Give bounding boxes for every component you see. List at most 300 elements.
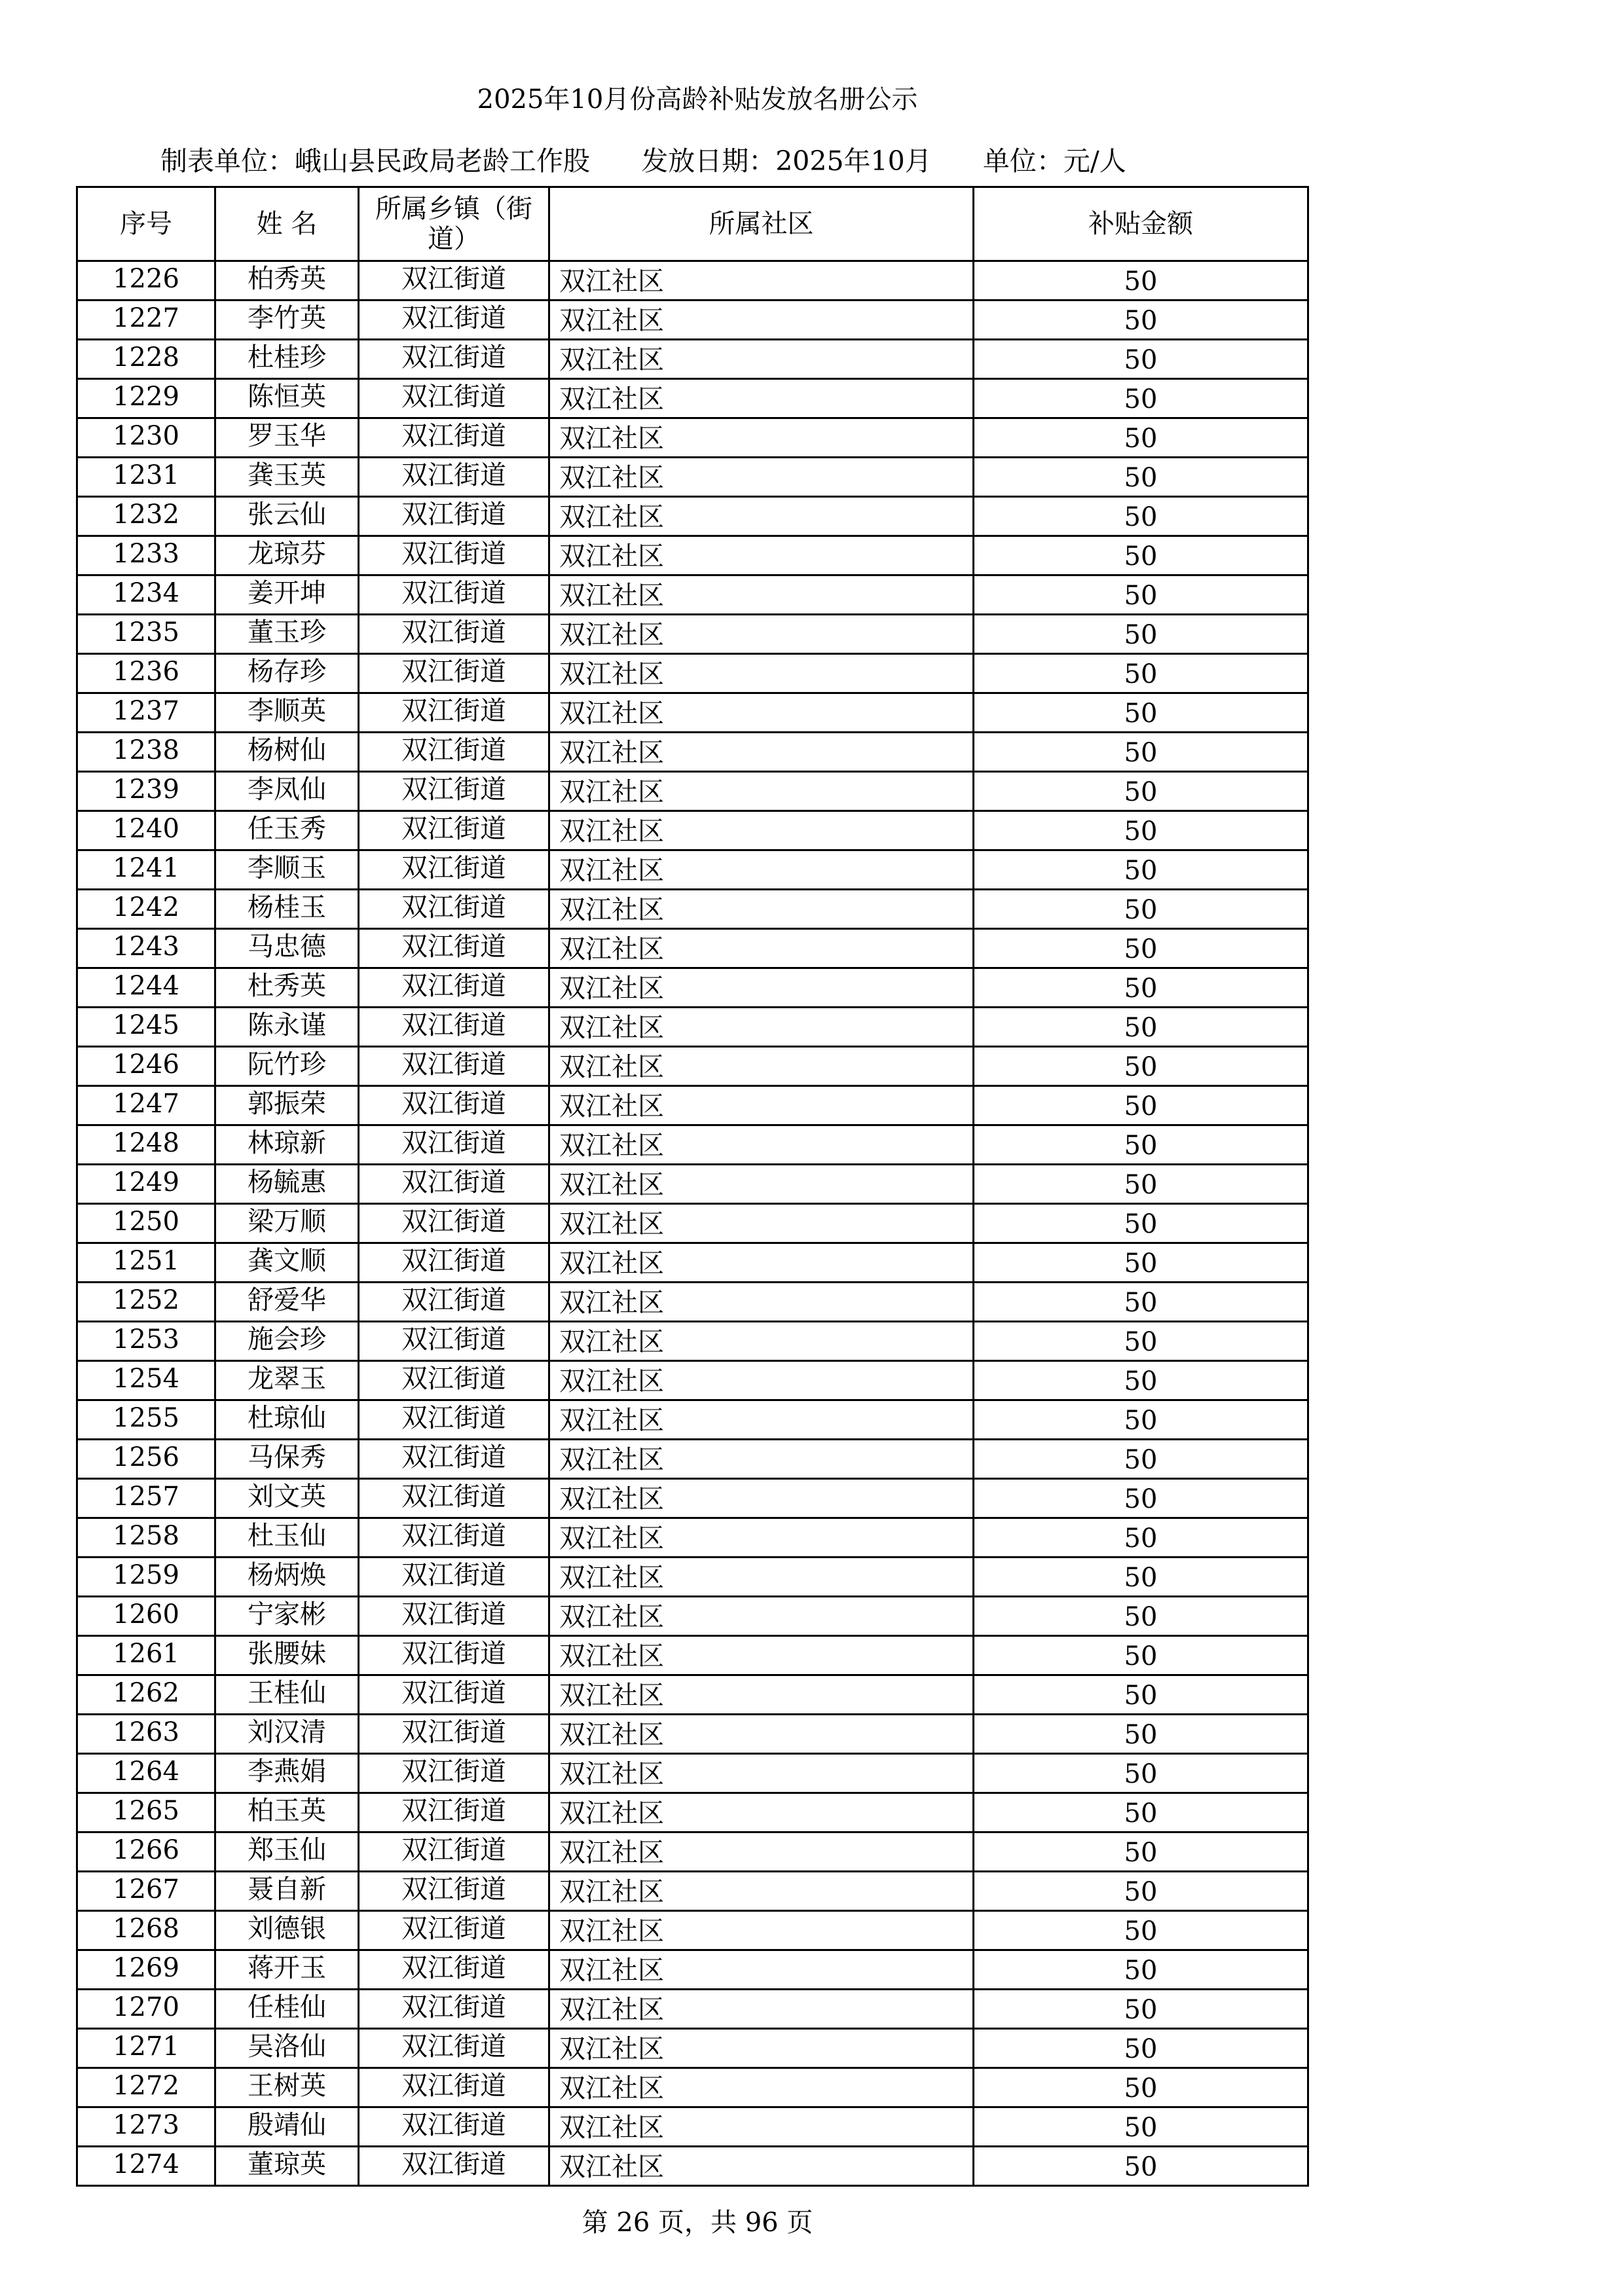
table-row <box>77 536 1308 575</box>
row-community: 双江社区 <box>549 458 974 497</box>
table-row <box>77 1283 1308 1322</box>
table-row <box>77 1165 1308 1204</box>
row-name: 李顺玉 <box>215 850 359 890</box>
row-community: 双江社区 <box>549 497 974 536</box>
row-index: 1228 <box>77 340 215 379</box>
row-name: 殷靖仙 <box>215 2107 359 2147</box>
row-amount: 50 <box>974 1558 1308 1597</box>
row-community: 双江社区 <box>549 1950 974 1990</box>
table-row <box>77 575 1308 615</box>
page-title: 2025年10月份高龄补贴发放名册公示 <box>477 84 918 115</box>
row-amount: 50 <box>974 458 1308 497</box>
row-township: 双江街道 <box>359 2107 549 2147</box>
row-index: 1271 <box>77 2029 215 2068</box>
row-index: 1255 <box>77 1400 215 1440</box>
row-amount: 50 <box>974 418 1308 458</box>
row-name: 阮竹珍 <box>215 1047 359 1086</box>
row-index: 1245 <box>77 1008 215 1047</box>
row-township: 双江街道 <box>359 968 549 1008</box>
row-township: 双江街道 <box>359 418 549 458</box>
row-amount: 50 <box>974 850 1308 890</box>
table-row <box>77 497 1308 536</box>
row-township: 双江街道 <box>359 2068 549 2107</box>
table-row <box>77 2068 1308 2107</box>
table-row <box>77 1243 1308 1283</box>
row-township: 双江街道 <box>359 1165 549 1204</box>
row-community: 双江社区 <box>549 1911 974 1950</box>
row-index: 1265 <box>77 1793 215 1832</box>
row-index: 1261 <box>77 1636 215 1675</box>
header-index: 序号 <box>77 187 215 261</box>
row-township: 双江街道 <box>359 536 549 575</box>
row-name: 舒爱华 <box>215 1283 359 1322</box>
table-row <box>77 1518 1308 1558</box>
row-index: 1239 <box>77 772 215 811</box>
table-row <box>77 733 1308 772</box>
row-name: 马保秀 <box>215 1440 359 1479</box>
table-body <box>77 261 1308 2186</box>
row-community: 双江社区 <box>549 2147 974 2186</box>
row-name: 杨存珍 <box>215 654 359 693</box>
table-row <box>77 1558 1308 1597</box>
table-row <box>77 968 1308 1008</box>
row-name: 王树英 <box>215 2068 359 2107</box>
row-community: 双江社区 <box>549 575 974 615</box>
row-index: 1242 <box>77 890 215 929</box>
header-community: 所属社区 <box>549 187 974 261</box>
row-community: 双江社区 <box>549 1479 974 1518</box>
row-amount: 50 <box>974 2068 1308 2107</box>
row-township: 双江街道 <box>359 890 549 929</box>
row-community: 双江社区 <box>549 1322 974 1361</box>
row-community: 双江社区 <box>549 772 974 811</box>
row-community: 双江社区 <box>549 693 974 733</box>
row-amount: 50 <box>974 1872 1308 1911</box>
row-community: 双江社区 <box>549 1990 974 2029</box>
row-name: 聂自新 <box>215 1872 359 1911</box>
row-index: 1237 <box>77 693 215 733</box>
row-index: 1264 <box>77 1754 215 1793</box>
table-row <box>77 1911 1308 1950</box>
row-name: 任玉秀 <box>215 811 359 850</box>
row-township: 双江街道 <box>359 693 549 733</box>
table-row <box>77 1872 1308 1911</box>
row-community: 双江社区 <box>549 2068 974 2107</box>
row-community: 双江社区 <box>549 929 974 968</box>
row-index: 1249 <box>77 1165 215 1204</box>
row-name: 龚文顺 <box>215 1243 359 1283</box>
row-community: 双江社区 <box>549 1872 974 1911</box>
table-row <box>77 1086 1308 1125</box>
row-township: 双江街道 <box>359 1440 549 1479</box>
row-community: 双江社区 <box>549 1675 974 1715</box>
table-row <box>77 1204 1308 1243</box>
row-index: 1240 <box>77 811 215 850</box>
row-name: 刘德银 <box>215 1911 359 1950</box>
table-row <box>77 1675 1308 1715</box>
table-row <box>77 458 1308 497</box>
table-row <box>77 301 1308 340</box>
row-township: 双江街道 <box>359 733 549 772</box>
table-row <box>77 1008 1308 1047</box>
row-name: 柏秀英 <box>215 261 359 301</box>
subsidy-roster-table <box>76 186 1309 2187</box>
row-index: 1257 <box>77 1479 215 1518</box>
row-index: 1232 <box>77 497 215 536</box>
table-row <box>77 1715 1308 1754</box>
row-community: 双江社区 <box>549 850 974 890</box>
row-name: 施会珍 <box>215 1322 359 1361</box>
row-amount: 50 <box>974 1361 1308 1400</box>
table-row <box>77 811 1308 850</box>
row-name: 马忠德 <box>215 929 359 968</box>
row-amount: 50 <box>974 772 1308 811</box>
header-township: 所属乡镇（街道） <box>359 187 549 261</box>
table-row <box>77 1597 1308 1636</box>
row-amount: 50 <box>974 693 1308 733</box>
row-community: 双江社区 <box>549 2029 974 2068</box>
row-amount: 50 <box>974 1832 1308 1872</box>
row-community: 双江社区 <box>549 1440 974 1479</box>
row-name: 李顺英 <box>215 693 359 733</box>
table-row <box>77 1636 1308 1675</box>
row-index: 1254 <box>77 1361 215 1400</box>
row-index: 1253 <box>77 1322 215 1361</box>
row-name: 董琼英 <box>215 2147 359 2186</box>
row-index: 1256 <box>77 1440 215 1479</box>
row-index: 1226 <box>77 261 215 301</box>
table-row <box>77 1125 1308 1165</box>
row-amount: 50 <box>974 1008 1308 1047</box>
row-name: 王桂仙 <box>215 1675 359 1715</box>
row-amount: 50 <box>974 536 1308 575</box>
row-amount: 50 <box>974 615 1308 654</box>
row-name: 陈永谨 <box>215 1008 359 1047</box>
row-community: 双江社区 <box>549 1400 974 1440</box>
row-index: 1244 <box>77 968 215 1008</box>
row-amount: 50 <box>974 497 1308 536</box>
row-index: 1238 <box>77 733 215 772</box>
row-amount: 50 <box>974 1518 1308 1558</box>
subtitle-line <box>160 139 1126 178</box>
row-name: 林琼新 <box>215 1125 359 1165</box>
row-name: 宁家彬 <box>215 1597 359 1636</box>
table-row <box>77 615 1308 654</box>
table-row <box>77 379 1308 418</box>
table-row <box>77 1400 1308 1440</box>
row-amount: 50 <box>974 2029 1308 2068</box>
table-row <box>77 850 1308 890</box>
row-amount: 50 <box>974 1243 1308 1283</box>
row-name: 蒋开玉 <box>215 1950 359 1990</box>
table-row <box>77 2147 1308 2186</box>
row-index: 1272 <box>77 2068 215 2107</box>
row-name: 柏玉英 <box>215 1793 359 1832</box>
row-community: 双江社区 <box>549 1283 974 1322</box>
row-community: 双江社区 <box>549 1558 974 1597</box>
row-index: 1263 <box>77 1715 215 1754</box>
table-row <box>77 1990 1308 2029</box>
row-index: 1267 <box>77 1872 215 1911</box>
row-township: 双江街道 <box>359 929 549 968</box>
row-amount: 50 <box>974 1597 1308 1636</box>
row-township: 双江街道 <box>359 1400 549 1440</box>
row-name: 任桂仙 <box>215 1990 359 2029</box>
currency-unit: 单位：元/人 <box>982 145 1126 177</box>
row-township: 双江街道 <box>359 1911 549 1950</box>
row-township: 双江街道 <box>359 1872 549 1911</box>
row-name: 梁万顺 <box>215 1204 359 1243</box>
row-community: 双江社区 <box>549 811 974 850</box>
row-index: 1273 <box>77 2107 215 2147</box>
row-township: 双江街道 <box>359 654 549 693</box>
row-index: 1250 <box>77 1204 215 1243</box>
row-amount: 50 <box>974 1047 1308 1086</box>
row-index: 1234 <box>77 575 215 615</box>
row-township: 双江街道 <box>359 1950 549 1990</box>
row-community: 双江社区 <box>549 301 974 340</box>
table-row <box>77 418 1308 458</box>
row-township: 双江街道 <box>359 1125 549 1165</box>
row-name: 龚玉英 <box>215 458 359 497</box>
row-community: 双江社区 <box>549 1008 974 1047</box>
header-name: 姓 名 <box>215 187 359 261</box>
row-index: 1248 <box>77 1125 215 1165</box>
row-name: 罗玉华 <box>215 418 359 458</box>
row-township: 双江街道 <box>359 1518 549 1558</box>
table-header-row <box>77 187 1308 261</box>
row-community: 双江社区 <box>549 1361 974 1400</box>
table-row <box>77 693 1308 733</box>
row-amount: 50 <box>974 1086 1308 1125</box>
row-township: 双江街道 <box>359 1479 549 1518</box>
row-township: 双江街道 <box>359 1793 549 1832</box>
row-name: 杨树仙 <box>215 733 359 772</box>
row-amount: 50 <box>974 733 1308 772</box>
row-township: 双江街道 <box>359 261 549 301</box>
row-amount: 50 <box>974 1479 1308 1518</box>
row-township: 双江街道 <box>359 2147 549 2186</box>
row-township: 双江街道 <box>359 1715 549 1754</box>
row-name: 杜琼仙 <box>215 1400 359 1440</box>
row-amount: 50 <box>974 379 1308 418</box>
row-amount: 50 <box>974 929 1308 968</box>
row-index: 1274 <box>77 2147 215 2186</box>
row-index: 1259 <box>77 1558 215 1597</box>
row-community: 双江社区 <box>549 1518 974 1558</box>
row-township: 双江街道 <box>359 301 549 340</box>
table-row <box>77 340 1308 379</box>
row-community: 双江社区 <box>549 1793 974 1832</box>
row-amount: 50 <box>974 261 1308 301</box>
row-amount: 50 <box>974 1911 1308 1950</box>
row-amount: 50 <box>974 2147 1308 2186</box>
row-community: 双江社区 <box>549 1204 974 1243</box>
row-township: 双江街道 <box>359 1832 549 1872</box>
row-name: 杜玉仙 <box>215 1518 359 1558</box>
row-township: 双江街道 <box>359 772 549 811</box>
row-community: 双江社区 <box>549 2107 974 2147</box>
page-number: 第 26 页，共 96 页 <box>581 2208 813 2238</box>
row-name: 董玉珍 <box>215 615 359 654</box>
row-name: 刘汉清 <box>215 1715 359 1754</box>
row-index: 1266 <box>77 1832 215 1872</box>
row-amount: 50 <box>974 1754 1308 1793</box>
row-township: 双江街道 <box>359 1322 549 1361</box>
row-name: 姜开坤 <box>215 575 359 615</box>
row-name: 陈恒英 <box>215 379 359 418</box>
row-index: 1235 <box>77 615 215 654</box>
row-name: 杨炳焕 <box>215 1558 359 1597</box>
row-index: 1269 <box>77 1950 215 1990</box>
row-index: 1243 <box>77 929 215 968</box>
row-community: 双江社区 <box>549 1165 974 1204</box>
row-township: 双江街道 <box>359 1675 549 1715</box>
row-community: 双江社区 <box>549 1636 974 1675</box>
table-row <box>77 1047 1308 1086</box>
row-township: 双江街道 <box>359 1008 549 1047</box>
row-township: 双江街道 <box>359 811 549 850</box>
row-index: 1252 <box>77 1283 215 1322</box>
row-community: 双江社区 <box>549 379 974 418</box>
table-row <box>77 929 1308 968</box>
row-community: 双江社区 <box>549 654 974 693</box>
row-township: 双江街道 <box>359 575 549 615</box>
row-township: 双江街道 <box>359 458 549 497</box>
row-index: 1268 <box>77 1911 215 1950</box>
row-township: 双江街道 <box>359 2029 549 2068</box>
row-index: 1260 <box>77 1597 215 1636</box>
row-name: 李竹英 <box>215 301 359 340</box>
table-row <box>77 772 1308 811</box>
row-amount: 50 <box>974 1283 1308 1322</box>
table-row <box>77 1832 1308 1872</box>
row-community: 双江社区 <box>549 536 974 575</box>
row-index: 1262 <box>77 1675 215 1715</box>
table-row <box>77 1793 1308 1832</box>
row-community: 双江社区 <box>549 615 974 654</box>
row-township: 双江街道 <box>359 1361 549 1400</box>
row-amount: 50 <box>974 1675 1308 1715</box>
row-amount: 50 <box>974 1793 1308 1832</box>
row-community: 双江社区 <box>549 340 974 379</box>
issue-date: 发放日期：2025年10月 <box>641 145 932 177</box>
row-index: 1231 <box>77 458 215 497</box>
row-township: 双江街道 <box>359 340 549 379</box>
row-township: 双江街道 <box>359 1086 549 1125</box>
row-index: 1251 <box>77 1243 215 1283</box>
table-row <box>77 654 1308 693</box>
row-amount: 50 <box>974 575 1308 615</box>
row-township: 双江街道 <box>359 1204 549 1243</box>
row-amount: 50 <box>974 1950 1308 1990</box>
row-index: 1246 <box>77 1047 215 1086</box>
row-township: 双江街道 <box>359 1283 549 1322</box>
row-index: 1236 <box>77 654 215 693</box>
row-amount: 50 <box>974 890 1308 929</box>
row-township: 双江街道 <box>359 1754 549 1793</box>
row-community: 双江社区 <box>549 1832 974 1872</box>
row-amount: 50 <box>974 1400 1308 1440</box>
row-name: 吴洛仙 <box>215 2029 359 2068</box>
issuing-unit: 制表单位：峨山县民政局老龄工作股 <box>160 145 590 177</box>
header-amount: 补贴金额 <box>974 187 1308 261</box>
table-row <box>77 1361 1308 1400</box>
table-row <box>77 261 1308 301</box>
row-township: 双江街道 <box>359 615 549 654</box>
row-amount: 50 <box>974 654 1308 693</box>
row-index: 1233 <box>77 536 215 575</box>
row-index: 1247 <box>77 1086 215 1125</box>
row-index: 1230 <box>77 418 215 458</box>
row-index: 1241 <box>77 850 215 890</box>
row-amount: 50 <box>974 1636 1308 1675</box>
row-township: 双江街道 <box>359 1990 549 2029</box>
row-amount: 50 <box>974 1204 1308 1243</box>
row-community: 双江社区 <box>549 1715 974 1754</box>
row-amount: 50 <box>974 1125 1308 1165</box>
row-name: 张腰妹 <box>215 1636 359 1675</box>
table-row <box>77 2107 1308 2147</box>
row-community: 双江社区 <box>549 1086 974 1125</box>
row-amount: 50 <box>974 968 1308 1008</box>
row-name: 杜秀英 <box>215 968 359 1008</box>
row-index: 1227 <box>77 301 215 340</box>
row-township: 双江街道 <box>359 497 549 536</box>
row-name: 杨毓惠 <box>215 1165 359 1204</box>
row-community: 双江社区 <box>549 968 974 1008</box>
row-community: 双江社区 <box>549 1597 974 1636</box>
table-row <box>77 1950 1308 1990</box>
row-name: 张云仙 <box>215 497 359 536</box>
row-index: 1258 <box>77 1518 215 1558</box>
row-township: 双江街道 <box>359 1636 549 1675</box>
table-row <box>77 890 1308 929</box>
row-amount: 50 <box>974 1440 1308 1479</box>
row-name: 杨桂玉 <box>215 890 359 929</box>
row-amount: 50 <box>974 1990 1308 2029</box>
row-amount: 50 <box>974 1322 1308 1361</box>
row-community: 双江社区 <box>549 733 974 772</box>
row-amount: 50 <box>974 2107 1308 2147</box>
row-community: 双江社区 <box>549 1754 974 1793</box>
table-row <box>77 1322 1308 1361</box>
row-name: 李燕娟 <box>215 1754 359 1793</box>
row-township: 双江街道 <box>359 1047 549 1086</box>
row-name: 龙琼芬 <box>215 536 359 575</box>
row-township: 双江街道 <box>359 1597 549 1636</box>
row-community: 双江社区 <box>549 1243 974 1283</box>
row-name: 龙翠玉 <box>215 1361 359 1400</box>
table-row <box>77 1754 1308 1793</box>
row-township: 双江街道 <box>359 379 549 418</box>
row-index: 1270 <box>77 1990 215 2029</box>
row-name: 刘文英 <box>215 1479 359 1518</box>
row-amount: 50 <box>974 301 1308 340</box>
row-amount: 50 <box>974 811 1308 850</box>
row-amount: 50 <box>974 340 1308 379</box>
table-row <box>77 1440 1308 1479</box>
row-community: 双江社区 <box>549 1047 974 1086</box>
row-name: 李凤仙 <box>215 772 359 811</box>
row-township: 双江街道 <box>359 1243 549 1283</box>
row-community: 双江社区 <box>549 418 974 458</box>
table-row <box>77 2029 1308 2068</box>
row-index: 1229 <box>77 379 215 418</box>
row-name: 郑玉仙 <box>215 1832 359 1872</box>
row-name: 杜桂珍 <box>215 340 359 379</box>
row-community: 双江社区 <box>549 261 974 301</box>
